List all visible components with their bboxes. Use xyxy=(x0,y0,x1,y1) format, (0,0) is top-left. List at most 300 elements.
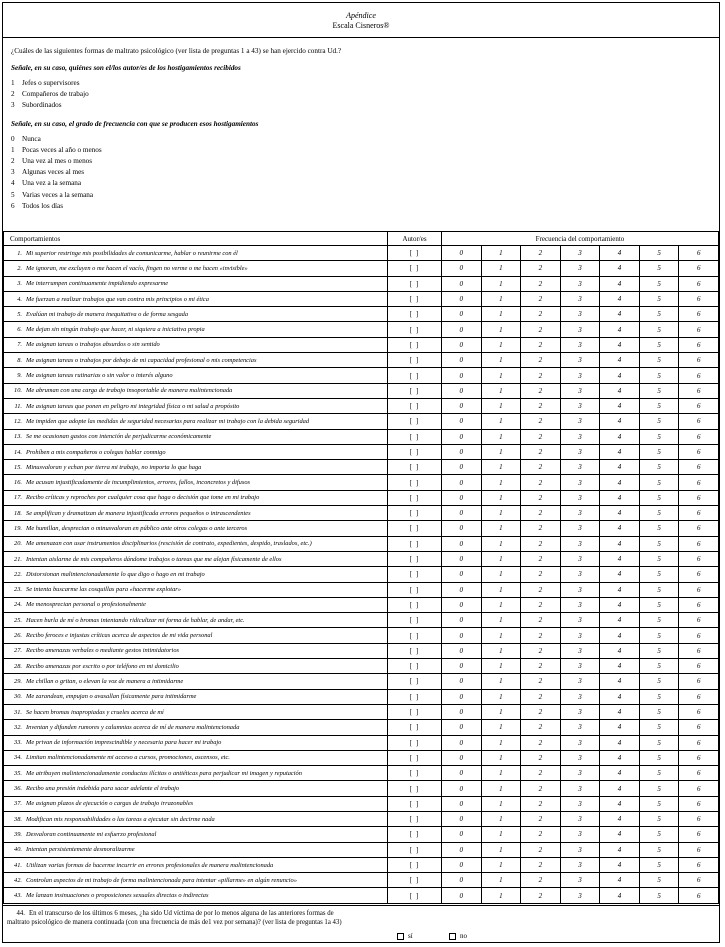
frequency-option[interactable]: 6 xyxy=(679,261,719,276)
frequency-option[interactable]: 0 xyxy=(442,811,482,826)
frequency-option[interactable]: 1 xyxy=(481,521,521,536)
author-input[interactable]: [ ] xyxy=(388,796,442,811)
frequency-option[interactable]: 4 xyxy=(600,567,640,582)
frequency-option[interactable]: 3 xyxy=(560,475,600,490)
frequency-option[interactable]: 5 xyxy=(639,521,679,536)
frequency-option[interactable]: 4 xyxy=(600,827,640,842)
frequency-option[interactable]: 4 xyxy=(600,291,640,306)
frequency-option[interactable]: 4 xyxy=(600,750,640,765)
frequency-option[interactable]: 5 xyxy=(639,750,679,765)
frequency-option[interactable]: 3 xyxy=(560,506,600,521)
frequency-option[interactable]: 1 xyxy=(481,674,521,689)
frequency-option[interactable]: 0 xyxy=(442,291,482,306)
frequency-option[interactable]: 3 xyxy=(560,383,600,398)
frequency-option[interactable]: 6 xyxy=(679,873,719,888)
frequency-option[interactable]: 1 xyxy=(481,582,521,597)
author-input[interactable]: [ ] xyxy=(388,873,442,888)
option-no[interactable] xyxy=(449,932,467,941)
frequency-option[interactable]: 1 xyxy=(481,766,521,781)
frequency-option[interactable]: 6 xyxy=(679,551,719,566)
frequency-option[interactable]: 4 xyxy=(600,582,640,597)
frequency-option[interactable]: 6 xyxy=(679,796,719,811)
frequency-option[interactable]: 2 xyxy=(521,704,561,719)
frequency-option[interactable]: 1 xyxy=(481,689,521,704)
author-input[interactable]: [ ] xyxy=(388,383,442,398)
frequency-option[interactable]: 2 xyxy=(521,781,561,796)
frequency-option[interactable]: 3 xyxy=(560,628,600,643)
frequency-option[interactable]: 6 xyxy=(679,368,719,383)
frequency-option[interactable]: 6 xyxy=(679,842,719,857)
frequency-option[interactable]: 0 xyxy=(442,689,482,704)
author-input[interactable]: [ ] xyxy=(388,704,442,719)
frequency-option[interactable]: 2 xyxy=(521,398,561,413)
frequency-option[interactable]: 1 xyxy=(481,888,521,903)
author-input[interactable]: [ ] xyxy=(388,888,442,903)
frequency-option[interactable]: 5 xyxy=(639,444,679,459)
frequency-option[interactable]: 5 xyxy=(639,842,679,857)
author-input[interactable]: [ ] xyxy=(388,720,442,735)
frequency-option[interactable]: 5 xyxy=(639,659,679,674)
frequency-option[interactable]: 0 xyxy=(442,582,482,597)
frequency-option[interactable]: 3 xyxy=(560,567,600,582)
frequency-option[interactable]: 1 xyxy=(481,383,521,398)
frequency-option[interactable]: 4 xyxy=(600,337,640,352)
frequency-option[interactable]: 0 xyxy=(442,307,482,322)
author-input[interactable]: [ ] xyxy=(388,276,442,291)
frequency-option[interactable]: 4 xyxy=(600,704,640,719)
frequency-option[interactable]: 3 xyxy=(560,873,600,888)
frequency-option[interactable]: 6 xyxy=(679,506,719,521)
frequency-option[interactable]: 0 xyxy=(442,643,482,658)
frequency-option[interactable]: 6 xyxy=(679,276,719,291)
frequency-option[interactable]: 2 xyxy=(521,429,561,444)
frequency-option[interactable]: 0 xyxy=(442,490,482,505)
frequency-option[interactable]: 6 xyxy=(679,704,719,719)
frequency-option[interactable]: 1 xyxy=(481,735,521,750)
frequency-option[interactable]: 0 xyxy=(442,704,482,719)
frequency-option[interactable]: 4 xyxy=(600,353,640,368)
frequency-option[interactable]: 5 xyxy=(639,322,679,337)
frequency-option[interactable]: 4 xyxy=(600,444,640,459)
frequency-option[interactable]: 3 xyxy=(560,597,600,612)
frequency-option[interactable]: 2 xyxy=(521,261,561,276)
frequency-option[interactable]: 0 xyxy=(442,246,482,261)
frequency-option[interactable]: 6 xyxy=(679,353,719,368)
frequency-option[interactable]: 0 xyxy=(442,781,482,796)
frequency-option[interactable]: 2 xyxy=(521,414,561,429)
frequency-option[interactable]: 5 xyxy=(639,857,679,872)
frequency-option[interactable]: 4 xyxy=(600,246,640,261)
frequency-option[interactable]: 1 xyxy=(481,613,521,628)
frequency-option[interactable]: 1 xyxy=(481,246,521,261)
frequency-option[interactable]: 5 xyxy=(639,490,679,505)
frequency-option[interactable]: 4 xyxy=(600,842,640,857)
frequency-option[interactable]: 6 xyxy=(679,490,719,505)
frequency-option[interactable]: 4 xyxy=(600,659,640,674)
frequency-option[interactable]: 0 xyxy=(442,261,482,276)
frequency-option[interactable]: 1 xyxy=(481,276,521,291)
frequency-option[interactable]: 3 xyxy=(560,429,600,444)
frequency-option[interactable]: 4 xyxy=(600,414,640,429)
frequency-option[interactable]: 2 xyxy=(521,246,561,261)
frequency-option[interactable]: 4 xyxy=(600,383,640,398)
frequency-option[interactable]: 4 xyxy=(600,475,640,490)
frequency-option[interactable]: 5 xyxy=(639,429,679,444)
frequency-option[interactable]: 1 xyxy=(481,460,521,475)
author-input[interactable]: [ ] xyxy=(388,521,442,536)
frequency-option[interactable]: 2 xyxy=(521,796,561,811)
frequency-option[interactable]: 0 xyxy=(442,398,482,413)
frequency-option[interactable]: 3 xyxy=(560,766,600,781)
frequency-option[interactable]: 3 xyxy=(560,261,600,276)
frequency-option[interactable]: 5 xyxy=(639,460,679,475)
frequency-option[interactable]: 3 xyxy=(560,521,600,536)
frequency-option[interactable]: 2 xyxy=(521,460,561,475)
frequency-option[interactable]: 6 xyxy=(679,689,719,704)
author-input[interactable]: [ ] xyxy=(388,475,442,490)
frequency-option[interactable]: 6 xyxy=(679,582,719,597)
author-input[interactable]: [ ] xyxy=(388,628,442,643)
frequency-option[interactable]: 0 xyxy=(442,475,482,490)
author-input[interactable]: [ ] xyxy=(388,261,442,276)
frequency-option[interactable]: 2 xyxy=(521,628,561,643)
author-input[interactable]: [ ] xyxy=(388,811,442,826)
frequency-option[interactable]: 5 xyxy=(639,827,679,842)
frequency-option[interactable]: 1 xyxy=(481,827,521,842)
frequency-option[interactable]: 3 xyxy=(560,322,600,337)
author-input[interactable]: [ ] xyxy=(388,750,442,765)
frequency-option[interactable]: 3 xyxy=(560,659,600,674)
frequency-option[interactable]: 3 xyxy=(560,842,600,857)
frequency-option[interactable]: 1 xyxy=(481,811,521,826)
frequency-option[interactable]: 6 xyxy=(679,567,719,582)
frequency-option[interactable]: 2 xyxy=(521,613,561,628)
frequency-option[interactable]: 5 xyxy=(639,613,679,628)
frequency-option[interactable]: 2 xyxy=(521,811,561,826)
author-input[interactable]: [ ] xyxy=(388,444,442,459)
author-input[interactable]: [ ] xyxy=(388,551,442,566)
frequency-option[interactable]: 4 xyxy=(600,735,640,750)
frequency-option[interactable]: 6 xyxy=(679,536,719,551)
frequency-option[interactable]: 4 xyxy=(600,811,640,826)
frequency-option[interactable]: 2 xyxy=(521,659,561,674)
frequency-option[interactable]: 2 xyxy=(521,597,561,612)
author-input[interactable]: [ ] xyxy=(388,613,442,628)
frequency-option[interactable]: 6 xyxy=(679,628,719,643)
frequency-option[interactable]: 5 xyxy=(639,766,679,781)
no-checkbox[interactable] xyxy=(449,933,456,940)
frequency-option[interactable]: 3 xyxy=(560,368,600,383)
frequency-option[interactable]: 6 xyxy=(679,735,719,750)
frequency-option[interactable]: 3 xyxy=(560,276,600,291)
frequency-option[interactable]: 3 xyxy=(560,750,600,765)
frequency-option[interactable]: 2 xyxy=(521,873,561,888)
frequency-option[interactable]: 3 xyxy=(560,613,600,628)
frequency-option[interactable]: 5 xyxy=(639,888,679,903)
frequency-option[interactable]: 1 xyxy=(481,597,521,612)
frequency-option[interactable]: 6 xyxy=(679,613,719,628)
frequency-option[interactable]: 5 xyxy=(639,291,679,306)
author-input[interactable]: [ ] xyxy=(388,291,442,306)
frequency-option[interactable]: 4 xyxy=(600,888,640,903)
frequency-option[interactable]: 5 xyxy=(639,796,679,811)
frequency-option[interactable]: 5 xyxy=(639,704,679,719)
frequency-option[interactable]: 1 xyxy=(481,414,521,429)
frequency-option[interactable]: 5 xyxy=(639,720,679,735)
frequency-option[interactable]: 6 xyxy=(679,597,719,612)
frequency-option[interactable]: 4 xyxy=(600,628,640,643)
frequency-option[interactable]: 5 xyxy=(639,689,679,704)
frequency-option[interactable]: 4 xyxy=(600,781,640,796)
frequency-option[interactable]: 1 xyxy=(481,429,521,444)
frequency-option[interactable]: 3 xyxy=(560,796,600,811)
frequency-option[interactable]: 5 xyxy=(639,353,679,368)
frequency-option[interactable]: 3 xyxy=(560,444,600,459)
author-input[interactable]: [ ] xyxy=(388,337,442,352)
frequency-option[interactable]: 0 xyxy=(442,551,482,566)
frequency-option[interactable]: 4 xyxy=(600,490,640,505)
frequency-option[interactable]: 4 xyxy=(600,261,640,276)
frequency-option[interactable]: 0 xyxy=(442,337,482,352)
frequency-option[interactable]: 5 xyxy=(639,597,679,612)
frequency-option[interactable]: 3 xyxy=(560,674,600,689)
frequency-option[interactable]: 0 xyxy=(442,322,482,337)
frequency-option[interactable]: 2 xyxy=(521,827,561,842)
author-input[interactable]: [ ] xyxy=(388,597,442,612)
frequency-option[interactable]: 0 xyxy=(442,750,482,765)
frequency-option[interactable]: 1 xyxy=(481,506,521,521)
frequency-option[interactable]: 2 xyxy=(521,582,561,597)
frequency-option[interactable]: 3 xyxy=(560,536,600,551)
frequency-option[interactable]: 5 xyxy=(639,735,679,750)
frequency-option[interactable]: 3 xyxy=(560,811,600,826)
author-input[interactable]: [ ] xyxy=(388,827,442,842)
yes-checkbox[interactable] xyxy=(397,933,404,940)
frequency-option[interactable]: 2 xyxy=(521,567,561,582)
author-input[interactable]: [ ] xyxy=(388,567,442,582)
frequency-option[interactable]: 5 xyxy=(639,873,679,888)
frequency-option[interactable]: 1 xyxy=(481,322,521,337)
frequency-option[interactable]: 0 xyxy=(442,444,482,459)
frequency-option[interactable]: 5 xyxy=(639,276,679,291)
frequency-option[interactable]: 0 xyxy=(442,720,482,735)
frequency-option[interactable]: 0 xyxy=(442,888,482,903)
frequency-option[interactable]: 2 xyxy=(521,536,561,551)
frequency-option[interactable]: 5 xyxy=(639,811,679,826)
frequency-option[interactable]: 0 xyxy=(442,842,482,857)
frequency-option[interactable]: 1 xyxy=(481,536,521,551)
frequency-option[interactable]: 5 xyxy=(639,398,679,413)
frequency-option[interactable]: 1 xyxy=(481,353,521,368)
frequency-option[interactable]: 4 xyxy=(600,521,640,536)
frequency-option[interactable]: 4 xyxy=(600,873,640,888)
frequency-option[interactable]: 4 xyxy=(600,643,640,658)
frequency-option[interactable]: 0 xyxy=(442,414,482,429)
frequency-option[interactable]: 4 xyxy=(600,429,640,444)
frequency-option[interactable]: 1 xyxy=(481,643,521,658)
frequency-option[interactable]: 4 xyxy=(600,398,640,413)
frequency-option[interactable]: 2 xyxy=(521,475,561,490)
frequency-option[interactable]: 1 xyxy=(481,444,521,459)
frequency-option[interactable]: 2 xyxy=(521,551,561,566)
frequency-option[interactable]: 2 xyxy=(521,444,561,459)
option-yes[interactable] xyxy=(397,932,413,941)
frequency-option[interactable]: 6 xyxy=(679,659,719,674)
frequency-option[interactable]: 1 xyxy=(481,307,521,322)
frequency-option[interactable]: 0 xyxy=(442,674,482,689)
frequency-option[interactable]: 1 xyxy=(481,551,521,566)
frequency-option[interactable]: 6 xyxy=(679,475,719,490)
frequency-option[interactable]: 0 xyxy=(442,857,482,872)
author-input[interactable]: [ ] xyxy=(388,460,442,475)
frequency-option[interactable]: 6 xyxy=(679,414,719,429)
frequency-option[interactable]: 6 xyxy=(679,444,719,459)
frequency-option[interactable]: 1 xyxy=(481,720,521,735)
frequency-option[interactable]: 3 xyxy=(560,643,600,658)
author-input[interactable]: [ ] xyxy=(388,490,442,505)
frequency-option[interactable]: 6 xyxy=(679,398,719,413)
frequency-option[interactable]: 5 xyxy=(639,475,679,490)
frequency-option[interactable]: 6 xyxy=(679,337,719,352)
author-input[interactable]: [ ] xyxy=(388,643,442,658)
author-input[interactable]: [ ] xyxy=(388,398,442,413)
frequency-option[interactable]: 1 xyxy=(481,368,521,383)
frequency-option[interactable]: 3 xyxy=(560,353,600,368)
frequency-option[interactable]: 3 xyxy=(560,827,600,842)
frequency-option[interactable]: 3 xyxy=(560,490,600,505)
frequency-option[interactable]: 6 xyxy=(679,460,719,475)
frequency-option[interactable]: 1 xyxy=(481,261,521,276)
frequency-option[interactable]: 2 xyxy=(521,368,561,383)
frequency-option[interactable]: 0 xyxy=(442,383,482,398)
frequency-option[interactable]: 5 xyxy=(639,506,679,521)
frequency-option[interactable]: 6 xyxy=(679,307,719,322)
frequency-option[interactable]: 4 xyxy=(600,322,640,337)
frequency-option[interactable]: 5 xyxy=(639,551,679,566)
frequency-option[interactable]: 4 xyxy=(600,551,640,566)
frequency-option[interactable]: 0 xyxy=(442,628,482,643)
frequency-option[interactable]: 3 xyxy=(560,246,600,261)
frequency-option[interactable]: 2 xyxy=(521,490,561,505)
frequency-option[interactable]: 1 xyxy=(481,781,521,796)
frequency-option[interactable]: 5 xyxy=(639,582,679,597)
frequency-option[interactable]: 5 xyxy=(639,567,679,582)
frequency-option[interactable]: 1 xyxy=(481,567,521,582)
frequency-option[interactable]: 2 xyxy=(521,506,561,521)
frequency-option[interactable]: 3 xyxy=(560,460,600,475)
frequency-option[interactable]: 2 xyxy=(521,766,561,781)
frequency-option[interactable]: 0 xyxy=(442,597,482,612)
author-input[interactable]: [ ] xyxy=(388,246,442,261)
frequency-option[interactable]: 3 xyxy=(560,307,600,322)
frequency-option[interactable]: 3 xyxy=(560,704,600,719)
frequency-option[interactable]: 0 xyxy=(442,766,482,781)
author-input[interactable]: [ ] xyxy=(388,429,442,444)
frequency-option[interactable]: 0 xyxy=(442,506,482,521)
frequency-option[interactable]: 0 xyxy=(442,276,482,291)
frequency-option[interactable]: 5 xyxy=(639,536,679,551)
frequency-option[interactable]: 3 xyxy=(560,857,600,872)
frequency-option[interactable]: 3 xyxy=(560,414,600,429)
frequency-option[interactable]: 2 xyxy=(521,750,561,765)
frequency-option[interactable]: 0 xyxy=(442,536,482,551)
frequency-option[interactable]: 4 xyxy=(600,613,640,628)
frequency-option[interactable]: 5 xyxy=(639,368,679,383)
frequency-option[interactable]: 1 xyxy=(481,490,521,505)
frequency-option[interactable]: 2 xyxy=(521,307,561,322)
frequency-option[interactable]: 6 xyxy=(679,429,719,444)
frequency-option[interactable]: 4 xyxy=(600,460,640,475)
author-input[interactable]: [ ] xyxy=(388,842,442,857)
frequency-option[interactable]: 3 xyxy=(560,582,600,597)
frequency-option[interactable]: 3 xyxy=(560,398,600,413)
frequency-option[interactable]: 2 xyxy=(521,857,561,872)
frequency-option[interactable]: 2 xyxy=(521,888,561,903)
frequency-option[interactable]: 0 xyxy=(442,659,482,674)
frequency-option[interactable]: 5 xyxy=(639,261,679,276)
frequency-option[interactable]: 0 xyxy=(442,613,482,628)
frequency-option[interactable]: 4 xyxy=(600,307,640,322)
frequency-option[interactable]: 5 xyxy=(639,307,679,322)
author-input[interactable]: [ ] xyxy=(388,857,442,872)
frequency-option[interactable]: 6 xyxy=(679,857,719,872)
frequency-option[interactable]: 4 xyxy=(600,857,640,872)
frequency-option[interactable]: 1 xyxy=(481,398,521,413)
frequency-option[interactable]: 5 xyxy=(639,246,679,261)
frequency-option[interactable]: 1 xyxy=(481,628,521,643)
frequency-option[interactable]: 2 xyxy=(521,276,561,291)
author-input[interactable]: [ ] xyxy=(388,735,442,750)
author-input[interactable]: [ ] xyxy=(388,659,442,674)
frequency-option[interactable]: 6 xyxy=(679,291,719,306)
frequency-option[interactable]: 3 xyxy=(560,551,600,566)
frequency-option[interactable]: 4 xyxy=(600,796,640,811)
author-input[interactable]: [ ] xyxy=(388,582,442,597)
frequency-option[interactable]: 0 xyxy=(442,429,482,444)
frequency-option[interactable]: 6 xyxy=(679,827,719,842)
author-input[interactable]: [ ] xyxy=(388,414,442,429)
frequency-option[interactable]: 1 xyxy=(481,337,521,352)
frequency-option[interactable]: 6 xyxy=(679,246,719,261)
frequency-option[interactable]: 5 xyxy=(639,674,679,689)
frequency-option[interactable]: 1 xyxy=(481,291,521,306)
frequency-option[interactable]: 4 xyxy=(600,536,640,551)
frequency-option[interactable]: 4 xyxy=(600,689,640,704)
frequency-option[interactable]: 6 xyxy=(679,383,719,398)
frequency-option[interactable]: 2 xyxy=(521,353,561,368)
frequency-option[interactable]: 2 xyxy=(521,720,561,735)
frequency-option[interactable]: 3 xyxy=(560,689,600,704)
frequency-option[interactable]: 0 xyxy=(442,353,482,368)
frequency-option[interactable]: 4 xyxy=(600,506,640,521)
frequency-option[interactable]: 1 xyxy=(481,842,521,857)
frequency-option[interactable]: 2 xyxy=(521,291,561,306)
frequency-option[interactable]: 6 xyxy=(679,674,719,689)
frequency-option[interactable]: 1 xyxy=(481,750,521,765)
frequency-option[interactable]: 0 xyxy=(442,460,482,475)
author-input[interactable]: [ ] xyxy=(388,368,442,383)
author-input[interactable]: [ ] xyxy=(388,307,442,322)
frequency-option[interactable]: 2 xyxy=(521,842,561,857)
frequency-option[interactable]: 6 xyxy=(679,811,719,826)
frequency-option[interactable]: 0 xyxy=(442,873,482,888)
frequency-option[interactable]: 0 xyxy=(442,368,482,383)
frequency-option[interactable]: 0 xyxy=(442,796,482,811)
frequency-option[interactable]: 6 xyxy=(679,643,719,658)
frequency-option[interactable]: 5 xyxy=(639,383,679,398)
frequency-option[interactable]: 3 xyxy=(560,735,600,750)
frequency-option[interactable]: 4 xyxy=(600,276,640,291)
